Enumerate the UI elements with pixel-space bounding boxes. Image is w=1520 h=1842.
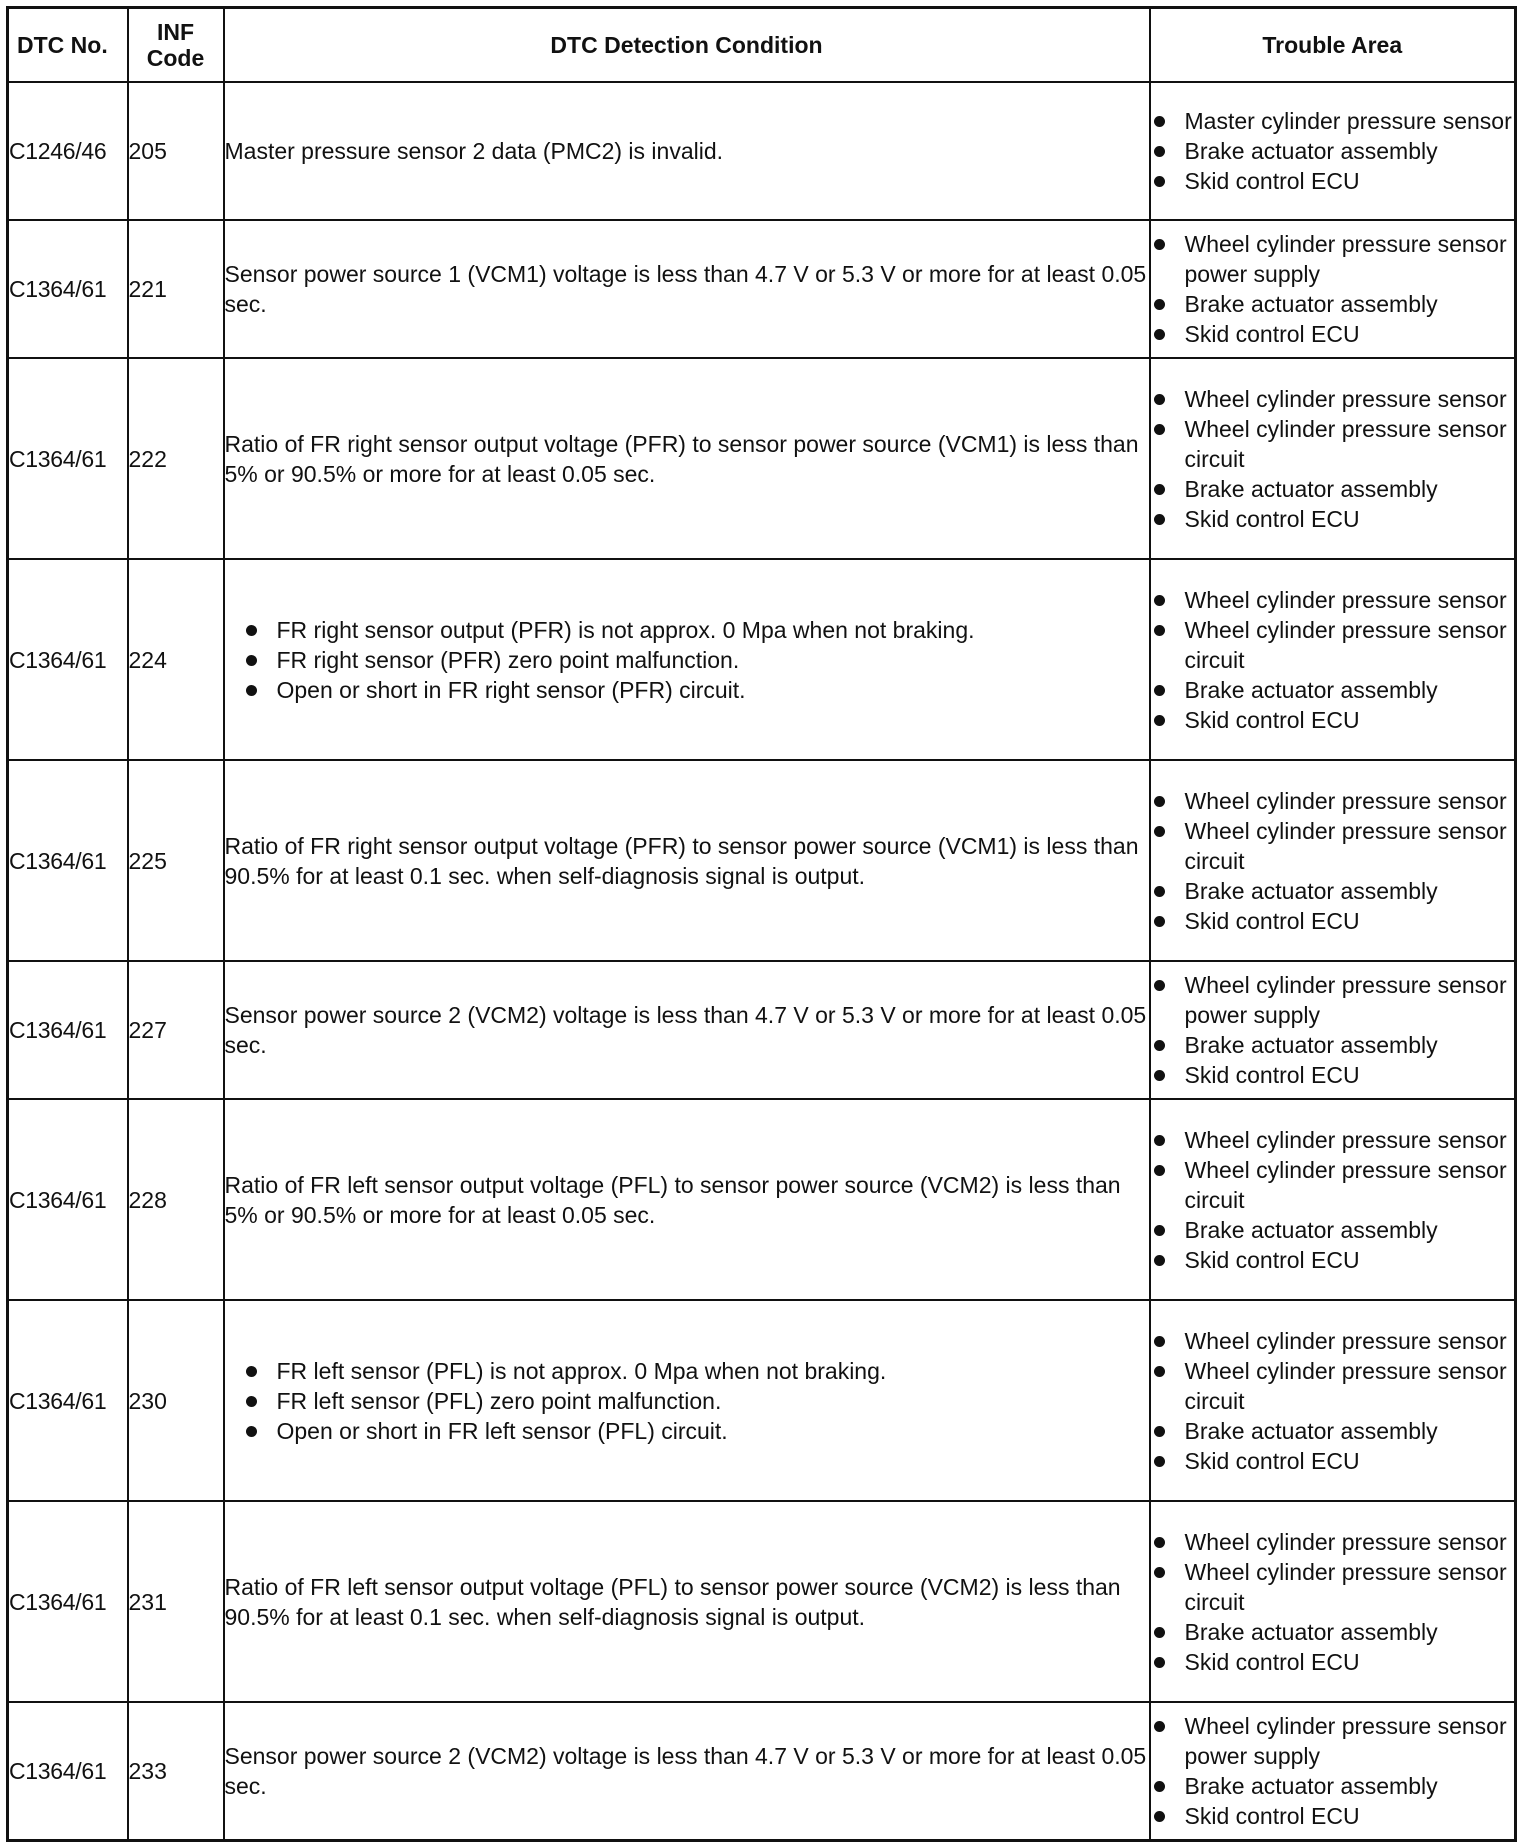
dtc-number-cell: C1364/61 [8, 220, 128, 358]
trouble-area-item: Wheel cylinder pressure sensor power supply [1151, 229, 1515, 289]
condition-list [225, 615, 1149, 705]
inf-code-cell: 228 [128, 1099, 224, 1300]
header-inf-line2: Code [146, 45, 205, 71]
trouble-area-item: Brake actuator assembly [1151, 1416, 1515, 1446]
detection-condition-cell [224, 220, 1150, 358]
condition-text: Master pressure sensor 2 data (PMC2) is invalid. [224, 138, 724, 164]
trouble-area-item: Wheel cylinder pressure sensor circuit [1151, 615, 1515, 675]
dtc-number-cell: C1364/61 [8, 1501, 128, 1702]
header-inf-line1: INF [156, 19, 195, 45]
trouble-area-item: Skid control ECU [1151, 1647, 1515, 1677]
condition-list-item: Open or short in FR right sensor (PFR) circuit. [243, 675, 1149, 705]
detection-condition-cell [224, 82, 1150, 220]
trouble-area-list [1151, 384, 1515, 534]
trouble-area-list [1151, 1527, 1515, 1677]
dtc-number-cell: C1364/61 [8, 1702, 128, 1840]
trouble-area-item: Brake actuator assembly [1151, 675, 1515, 705]
table-row [8, 1501, 1516, 1702]
trouble-area-item: Skid control ECU [1151, 1245, 1515, 1275]
trouble-area-list [1151, 1326, 1515, 1476]
dtc-number-cell: C1364/61 [8, 1300, 128, 1501]
trouble-area-item: Brake actuator assembly [1151, 474, 1515, 504]
inf-code-cell: 224 [128, 559, 224, 760]
detection-condition-cell [224, 1300, 1150, 1501]
condition-list-item: FR right sensor (PFR) zero point malfunction. [243, 645, 1149, 675]
table-row [8, 82, 1516, 220]
detection-condition-cell [224, 1501, 1150, 1702]
detection-condition-cell [224, 961, 1150, 1099]
trouble-area-item: Brake actuator assembly [1151, 289, 1515, 319]
trouble-area-list [1151, 1711, 1515, 1831]
trouble-area-cell [1150, 82, 1516, 220]
condition-text: Ratio of FR right sensor output voltage (PFR) to sensor power source (VCM1) is less than 5% or 90.5% or more for at least 0.05 sec. [224, 430, 1139, 487]
condition-text: Sensor power source 2 (VCM2) voltage is less than 4.7 V or 5.3 V or more for at least 0.05 sec. [224, 1002, 1147, 1058]
inf-code-cell: 227 [128, 961, 224, 1099]
table-row [8, 1702, 1516, 1840]
trouble-area-item: Skid control ECU [1151, 1446, 1515, 1476]
trouble-area-cell [1150, 760, 1516, 961]
trouble-area-item: Brake actuator assembly [1151, 136, 1515, 166]
trouble-area-item: Brake actuator assembly [1151, 1030, 1515, 1060]
detection-condition-cell [224, 559, 1150, 760]
trouble-area-item: Wheel cylinder pressure sensor [1151, 1527, 1515, 1557]
trouble-area-list [1151, 229, 1515, 349]
trouble-area-item: Wheel cylinder pressure sensor [1151, 1125, 1515, 1155]
detection-condition-cell [224, 1099, 1150, 1300]
table-row [8, 760, 1516, 961]
condition-text: Ratio of FR right sensor output voltage (PFR) to sensor power source (VCM1) is less than 90.5% for at least 0.1 sec. when self-diagnosis signal is output. [224, 832, 1139, 889]
detection-condition-cell [224, 358, 1150, 559]
trouble-area-item: Wheel cylinder pressure sensor [1151, 1326, 1515, 1356]
trouble-area-list [1151, 106, 1515, 196]
dtc-number-cell: C1364/61 [8, 760, 128, 961]
inf-code-cell: 221 [128, 220, 224, 358]
trouble-area-cell [1150, 1300, 1516, 1501]
trouble-area-item: Wheel cylinder pressure sensor circuit [1151, 1557, 1515, 1617]
trouble-area-cell [1150, 1501, 1516, 1702]
trouble-area-item: Skid control ECU [1151, 906, 1515, 936]
trouble-area-item: Wheel cylinder pressure sensor circuit [1151, 1155, 1515, 1215]
condition-list [225, 1356, 1149, 1446]
trouble-area-item: Master cylinder pressure sensor [1151, 106, 1515, 136]
trouble-area-item: Skid control ECU [1151, 1801, 1515, 1831]
table-row [8, 1300, 1516, 1501]
table-row [8, 961, 1516, 1099]
trouble-area-cell [1150, 1099, 1516, 1300]
table-row [8, 358, 1516, 559]
trouble-area-cell [1150, 559, 1516, 760]
trouble-area-item: Skid control ECU [1151, 319, 1515, 349]
condition-text: Sensor power source 2 (VCM2) voltage is less than 4.7 V or 5.3 V or more for at least 0.05 sec. [224, 1742, 1147, 1799]
condition-list-item: FR left sensor (PFL) zero point malfunction. [243, 1386, 1149, 1416]
trouble-area-item: Wheel cylinder pressure sensor power supply [1151, 1711, 1515, 1771]
detection-condition-cell [224, 1702, 1150, 1840]
trouble-area-item: Brake actuator assembly [1151, 1215, 1515, 1245]
inf-code-cell: 205 [128, 82, 224, 220]
trouble-area-item: Wheel cylinder pressure sensor [1151, 585, 1515, 615]
condition-text: Ratio of FR left sensor output voltage (PFL) to sensor power source (VCM2) is less than 90.5% for at least 0.1 sec. when self-diagnosis signal is output. [224, 1573, 1121, 1630]
table-row [8, 559, 1516, 760]
header-row [8, 8, 1516, 83]
inf-code-cell: 230 [128, 1300, 224, 1501]
trouble-area-item: Skid control ECU [1151, 1060, 1515, 1090]
inf-code-cell: 231 [128, 1501, 224, 1702]
header-inf-code [128, 8, 224, 83]
condition-text: Ratio of FR left sensor output voltage (PFL) to sensor power source (VCM2) is less than 5% or 90.5% or more for at least 0.05 sec. [224, 1171, 1121, 1228]
table-row [8, 220, 1516, 358]
header-dtc-no: DTC No. [8, 8, 128, 83]
trouble-area-cell [1150, 220, 1516, 358]
table-row [8, 1099, 1516, 1300]
dtc-number-cell: C1364/61 [8, 961, 128, 1099]
header-trouble-area: Trouble Area [1150, 8, 1516, 83]
trouble-area-item: Wheel cylinder pressure sensor power supply [1151, 970, 1515, 1030]
trouble-area-list [1151, 970, 1515, 1090]
trouble-area-cell [1150, 1702, 1516, 1840]
trouble-area-item: Brake actuator assembly [1151, 1617, 1515, 1647]
trouble-area-cell [1150, 961, 1516, 1099]
dtc-number-cell: C1246/46 [8, 82, 128, 220]
inf-code-cell: 225 [128, 760, 224, 961]
trouble-area-list [1151, 786, 1515, 936]
dtc-number-cell: C1364/61 [8, 559, 128, 760]
trouble-area-item: Brake actuator assembly [1151, 876, 1515, 906]
header-detection-condition: DTC Detection Condition [224, 8, 1150, 83]
condition-list-item: FR right sensor output (PFR) is not approx. 0 Mpa when not braking. [243, 615, 1149, 645]
trouble-area-item: Skid control ECU [1151, 504, 1515, 534]
trouble-area-item: Wheel cylinder pressure sensor [1151, 786, 1515, 816]
condition-list-item: FR left sensor (PFL) is not approx. 0 Mpa when not braking. [243, 1356, 1149, 1386]
dtc-number-cell: C1364/61 [8, 1099, 128, 1300]
trouble-area-item: Skid control ECU [1151, 705, 1515, 735]
trouble-area-item: Brake actuator assembly [1151, 1771, 1515, 1801]
inf-code-cell: 233 [128, 1702, 224, 1840]
trouble-area-list [1151, 585, 1515, 735]
detection-condition-cell [224, 760, 1150, 961]
trouble-area-item: Wheel cylinder pressure sensor [1151, 384, 1515, 414]
condition-text: Sensor power source 1 (VCM1) voltage is less than 4.7 V or 5.3 V or more for at least 0.05 sec. [224, 261, 1147, 317]
trouble-area-item: Wheel cylinder pressure sensor circuit [1151, 1356, 1515, 1416]
trouble-area-item: Wheel cylinder pressure sensor circuit [1151, 414, 1515, 474]
trouble-area-cell [1150, 358, 1516, 559]
condition-list-item: Open or short in FR left sensor (PFL) circuit. [243, 1416, 1149, 1446]
dtc-number-cell: C1364/61 [8, 358, 128, 559]
trouble-area-item: Wheel cylinder pressure sensor circuit [1151, 816, 1515, 876]
trouble-area-item: Skid control ECU [1151, 166, 1515, 196]
trouble-area-list [1151, 1125, 1515, 1275]
dtc-table [6, 6, 1517, 1842]
inf-code-cell: 222 [128, 358, 224, 559]
table-body [8, 82, 1516, 1840]
